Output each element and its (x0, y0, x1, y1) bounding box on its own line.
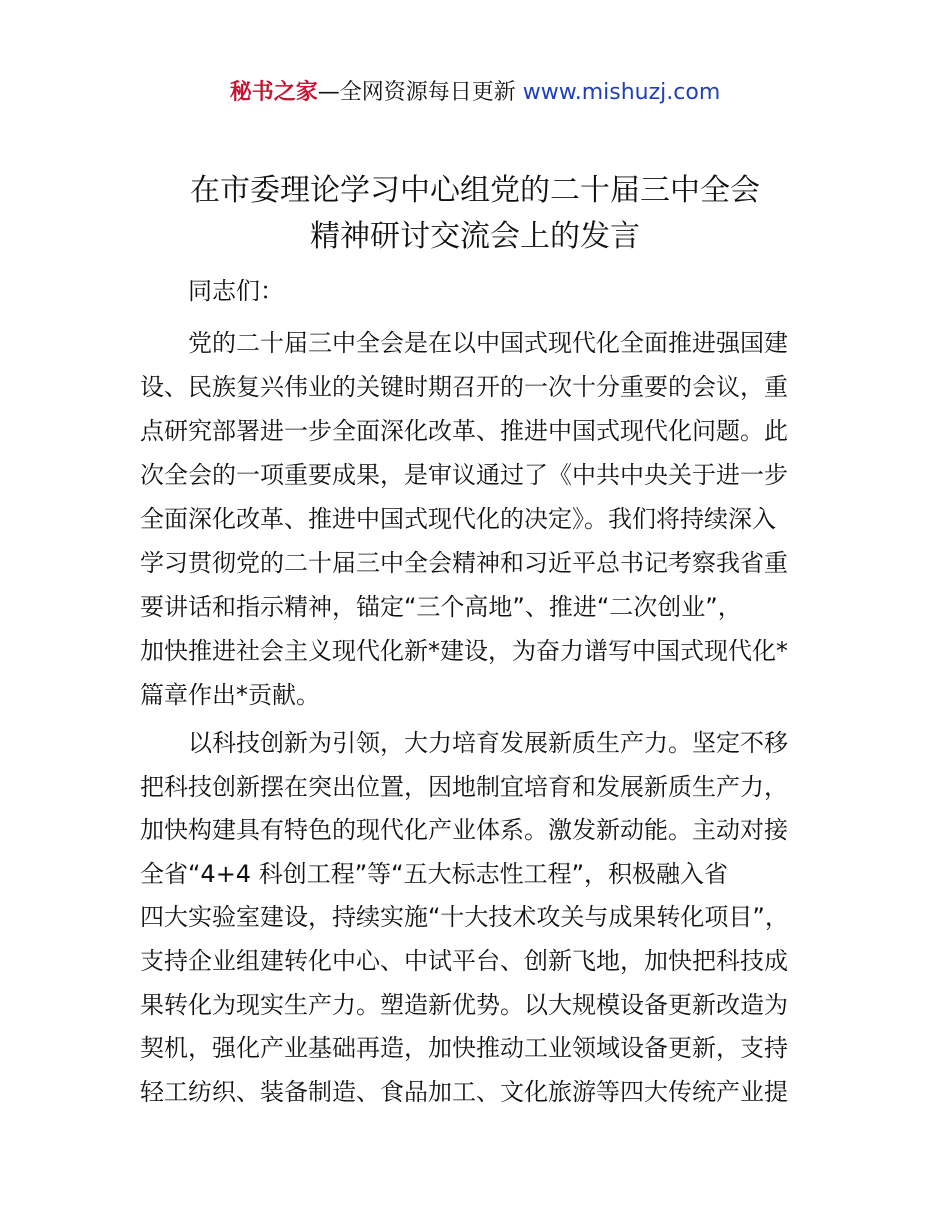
paragraph-1 (140, 321, 816, 717)
paragraph-line: 支持企业组建转化中心、中试平台、创新飞地，加快把科技成 (140, 946, 788, 975)
paragraph-line: 契机，强化产业基础再造，加快推动工业领域设备更新，支持 (140, 1034, 788, 1063)
paragraph-line: 全省“4+4 科创工程”等“五大标志性工程”，积极融入省 (140, 859, 729, 888)
site-brand: 秘书之家 (229, 80, 318, 105)
paragraph-line: 以科技创新为引领，大力培育发展新质生产力。坚定不移 (188, 729, 788, 757)
paragraph-line: 加快构建具有特色的现代化产业体系。激发新动能。主动对接 (140, 816, 788, 845)
paragraph-line: 点研究部署进一步全面深化改革、推进中国式现代化问题。此 (140, 417, 788, 445)
paragraph-line: 要讲话和指示精神，锚定“三个高地”、推进“二次创业”， (140, 593, 742, 621)
paragraph-line: 篇章作出*贡献。 (140, 681, 320, 709)
site-url-link[interactable]: www.mishuzj.com (522, 80, 721, 105)
site-header (0, 76, 950, 110)
site-tagline: —全网资源每日更新 (317, 80, 523, 105)
paragraph-line: 党的二十届三中全会是在以中国式现代化全面推进强国建 (188, 329, 788, 357)
paragraph-line: 四大实验室建设，持续实施“十大技术攻关与成果转化项目”， (140, 903, 789, 932)
salutation: 同志们： (188, 277, 284, 305)
paragraph-line: 把科技创新摆在突出位置，因地制宜培育和发展新质生产力， (140, 772, 788, 801)
paragraph-line: 次全会的一项重要成果，是审议通过了《中共中央关于进一步 (140, 461, 788, 489)
paragraph-line: 全面深化改革、推进中国式现代化的决定》。我们将持续深入 (140, 505, 776, 533)
paragraph-line: 学习贯彻党的二十届三中全会精神和习近平总书记考察我省重 (140, 549, 788, 577)
paragraph-line: 果转化为现实生产力。塑造新优势。以大规模设备更新改造为 (140, 990, 788, 1019)
document-title (0, 168, 950, 260)
paragraph-2 (140, 722, 816, 1114)
paragraph-line: 轻工纺织、装备制造、食品加工、文化旅游等四大传统产业提 (140, 1077, 788, 1106)
title-line-2: 精神研讨交流会上的发言 (310, 219, 640, 254)
paragraph-line: 设、民族复兴伟业的关键时期召开的一次十分重要的会议，重 (140, 373, 788, 401)
paragraph-line: 加快推进社会主义现代化新*建设，为奋力谱写中国式现代化* (140, 637, 788, 665)
title-line-1: 在市委理论学习中心组党的二十届三中全会 (190, 173, 760, 208)
